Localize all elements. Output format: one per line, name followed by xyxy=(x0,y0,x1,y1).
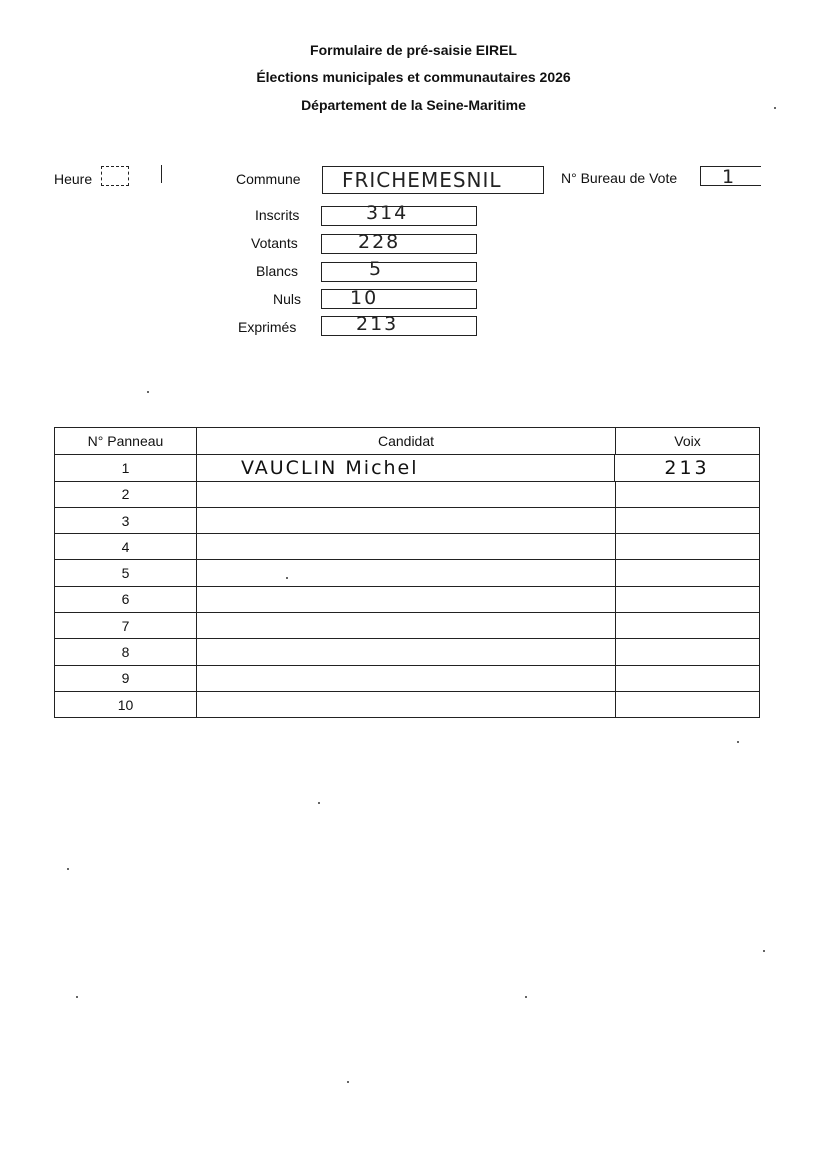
voix-cell[interactable] xyxy=(616,613,759,638)
candidat-cell[interactable] xyxy=(197,482,616,507)
voix-cell[interactable] xyxy=(616,692,759,717)
scan-speck xyxy=(147,391,149,393)
bureau-value: 1 xyxy=(722,166,737,188)
panneau-cell: 4 xyxy=(55,534,197,559)
exprimes-label: Exprimés xyxy=(238,319,297,335)
blancs-label: Blancs xyxy=(256,263,299,279)
scan-speck xyxy=(774,107,776,109)
table-row xyxy=(55,586,759,612)
voix-cell[interactable] xyxy=(616,587,759,612)
table-row xyxy=(55,559,759,585)
candidat-cell[interactable] xyxy=(197,560,616,585)
scan-speck xyxy=(318,802,320,804)
table-row xyxy=(55,638,759,664)
candidat-cell[interactable] xyxy=(197,639,616,664)
panneau-cell: 7 xyxy=(55,613,197,638)
commune-value: FRICHEMESNIL xyxy=(342,168,502,192)
scan-speck xyxy=(737,741,739,743)
scan-speck xyxy=(347,1081,349,1083)
scan-speck xyxy=(67,868,69,870)
scan-speck xyxy=(525,996,527,998)
commune-label: Commune xyxy=(236,171,301,187)
blancs-field[interactable] xyxy=(321,262,477,282)
exprimes-value: 213 xyxy=(356,313,399,335)
candidat-cell[interactable] xyxy=(197,692,616,717)
candidat-cell[interactable] xyxy=(197,587,616,612)
voix-cell[interactable] xyxy=(616,508,759,533)
table-row xyxy=(55,481,759,507)
inscrits-value: 314 xyxy=(366,202,409,224)
exprimes-field[interactable] xyxy=(321,316,477,336)
blancs-value: 5 xyxy=(369,258,384,280)
table-row xyxy=(55,454,759,480)
candidat-cell[interactable] xyxy=(197,666,616,691)
nuls-field[interactable] xyxy=(321,289,477,309)
panneau-cell: 5 xyxy=(55,560,197,585)
voix-cell[interactable] xyxy=(616,534,759,559)
panneau-cell: 10 xyxy=(55,692,197,717)
voix-cell[interactable] xyxy=(616,482,759,507)
table-row xyxy=(55,691,759,717)
table-row xyxy=(55,665,759,691)
panneau-cell: 3 xyxy=(55,508,197,533)
voix-cell[interactable] xyxy=(616,560,759,585)
votants-label: Votants xyxy=(251,235,298,251)
heure-box-edge xyxy=(159,165,162,183)
header-panneau: N° Panneau xyxy=(55,428,197,454)
panneau-cell: 2 xyxy=(55,482,197,507)
header-candidat: Candidat xyxy=(197,428,616,454)
table-header-row xyxy=(55,428,759,454)
form-title: Formulaire de pré-saisie EIREL xyxy=(310,42,517,58)
nuls-label: Nuls xyxy=(273,291,302,307)
heure-field[interactable] xyxy=(101,166,129,186)
table-row xyxy=(55,507,759,533)
header-voix: Voix xyxy=(674,433,701,450)
nuls-value: 10 xyxy=(350,287,379,309)
candidat-cell[interactable] xyxy=(197,613,616,638)
department-title: Département de la Seine-Maritime xyxy=(301,97,526,113)
candidat-cell[interactable] xyxy=(197,534,616,559)
scan-speck xyxy=(286,577,288,579)
candidat-cell[interactable]: VAUCLIN Michel xyxy=(197,455,615,480)
panneau-cell: 1 xyxy=(55,455,197,480)
heure-label: Heure xyxy=(54,171,93,187)
table-row xyxy=(55,533,759,559)
panneau-cell: 8 xyxy=(55,639,197,664)
panneau-cell: 9 xyxy=(55,666,197,691)
voix-cell[interactable]: 213 xyxy=(664,456,710,479)
panneau-cell: 6 xyxy=(55,587,197,612)
votants-value: 228 xyxy=(358,231,401,253)
inscrits-label: Inscrits xyxy=(255,207,300,223)
scan-speck xyxy=(763,950,765,952)
candidat-cell[interactable] xyxy=(197,508,616,533)
voix-cell[interactable] xyxy=(616,639,759,664)
voix-cell[interactable] xyxy=(616,666,759,691)
election-title: Élections municipales et communautaires 2026 xyxy=(256,69,571,85)
bureau-label: N° Bureau de Vote xyxy=(561,170,678,186)
results-table xyxy=(54,427,760,718)
scan-speck xyxy=(76,996,78,998)
table-row xyxy=(55,612,759,638)
